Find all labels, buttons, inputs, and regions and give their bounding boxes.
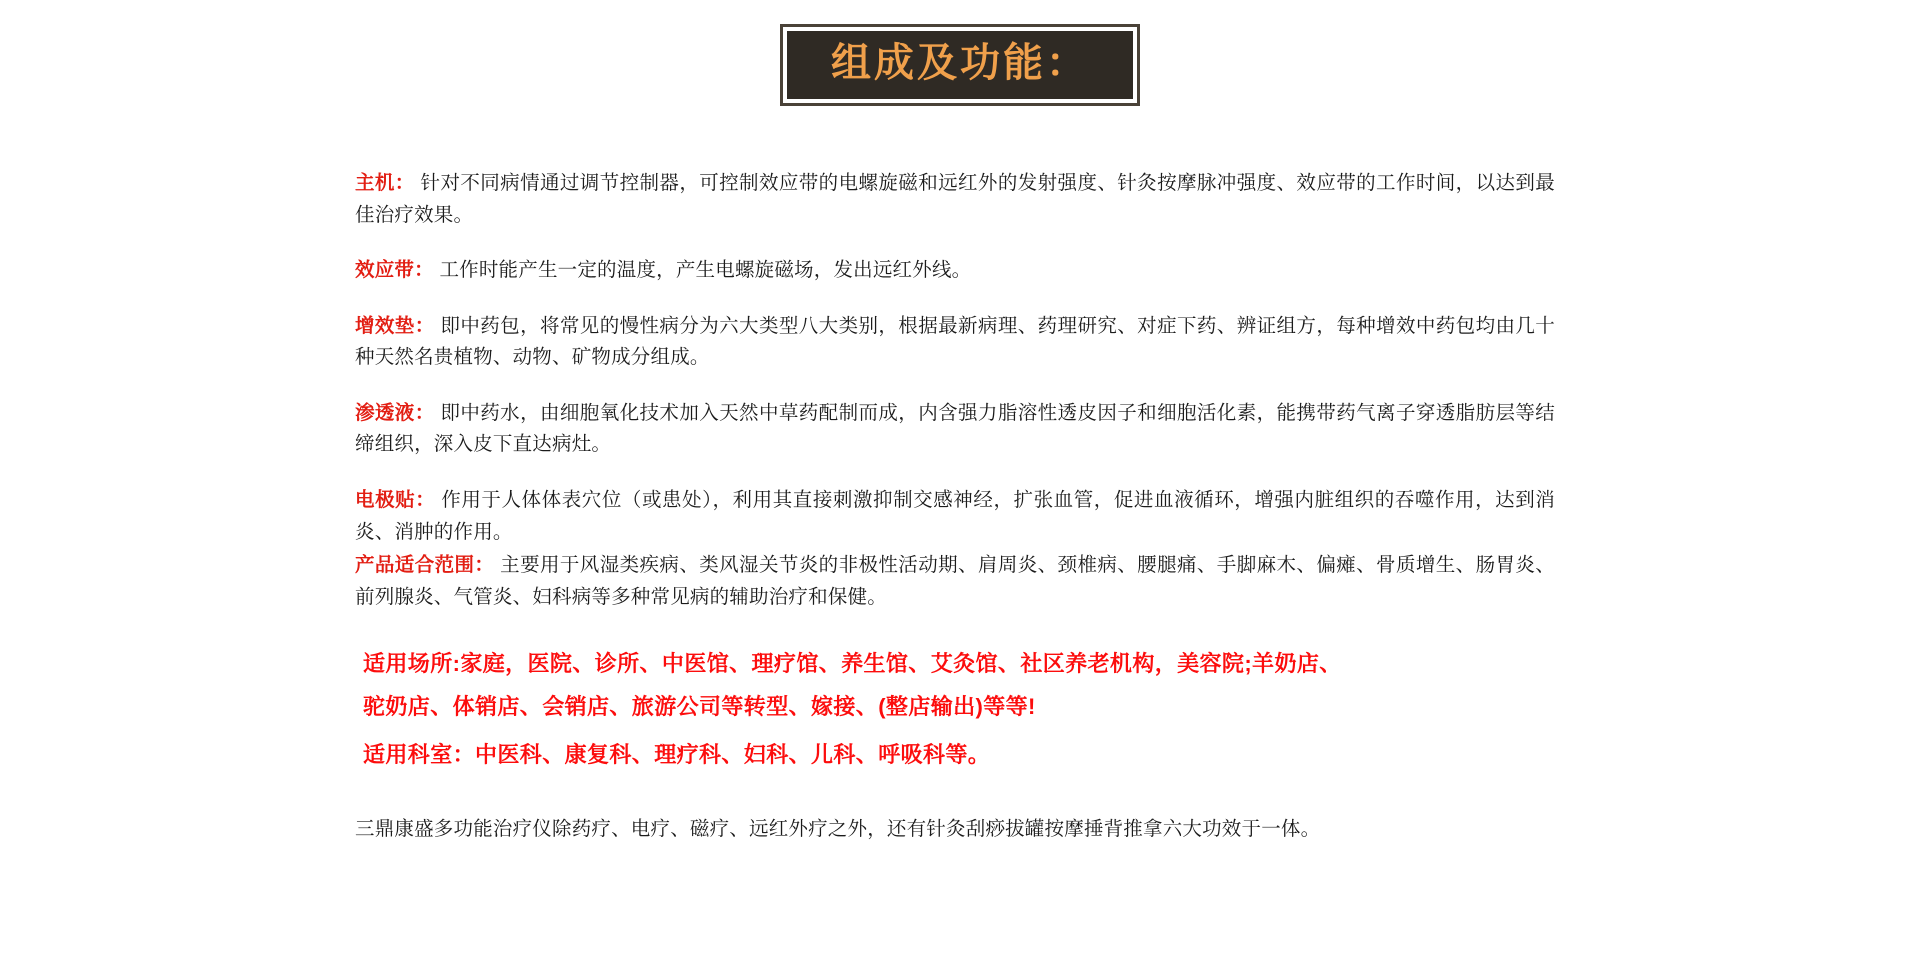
application-departments-line: 适用科室：中医科、康复科、理疗科、妇科、儿科、呼吸科等。 bbox=[363, 742, 991, 768]
section-penetrating-liquid bbox=[355, 398, 1555, 461]
footer-note: 三鼎康盛多功能治疗仪除药疗、电疗、磁疗、远红外疗之外，还有针灸刮痧拔罐按摩捶背推拿六大功效于一体。 bbox=[355, 818, 1321, 841]
section-host-text: 针对不同病情通过调节控制器，可控制效应带的电螺旋磁和远红外的发射强度、针灸按摩脉冲强度、效应带的工作时间，以达到最佳治疗效果。 bbox=[355, 172, 1555, 226]
section-product-scope-label: 产品适合范围： bbox=[355, 554, 495, 577]
section-booster-pad bbox=[355, 311, 1555, 374]
section-electrode-patch-text: 作用于人体体表穴位（或患处），利用其直接刺激抑制交感神经，扩张血管，促进血液循环，增强内脏组织的吞噬作用，达到消炎、消肿的作用。 bbox=[355, 489, 1555, 543]
application-places-block bbox=[355, 643, 1555, 776]
title-banner-fill bbox=[787, 31, 1133, 99]
section-booster-pad-label: 增效垫： bbox=[355, 314, 435, 337]
section-electrode-patch bbox=[355, 485, 1555, 548]
section-product-scope-text: 主要用于风湿类疾病、类风湿关节炎的非极性活动期、肩周炎、颈椎病、腰腿痛、手脚麻木、偏瘫、骨质增生、肠胃炎、前列腺炎、气管炎、妇科病等多种常见病的辅助治疗和保健。 bbox=[355, 554, 1555, 608]
title-banner-frame bbox=[780, 24, 1140, 106]
page-title: 组成及功能： bbox=[831, 40, 1089, 86]
section-effect-belt-label: 效应带： bbox=[355, 259, 434, 282]
section-host-label: 主机： bbox=[355, 172, 415, 194]
section-effect-belt bbox=[355, 255, 1555, 287]
section-penetrating-liquid-text: 即中药水，由细胞氧化技术加入天然中草药配制而成，内含强力脂溶性透皮因子和细胞活化素，能携带药气离子穿透脂肪层等结缔组织，深入皮下直达病灶。 bbox=[355, 401, 1555, 456]
section-electrode-patch-label: 电极贴： bbox=[355, 489, 436, 512]
section-booster-pad-text: 即中药包，将常见的慢性病分为六大类型八大类别，根据最新病理、药理研究、对症下药、辨证组方，每种增效中药包均由几十种天然名贵植物、动物、矿物成分组成。 bbox=[355, 314, 1555, 369]
section-effect-belt-text: 工作时能产生一定的温度，产生电螺旋磁场，发出远红外线。 bbox=[439, 259, 972, 282]
section-penetrating-liquid-label: 渗透液： bbox=[355, 401, 435, 424]
application-places-line-2: 驼奶店、体销店、会销店、旅游公司等转型、嫁接、(整店输出)等等! bbox=[363, 693, 1036, 719]
content-body bbox=[355, 168, 1555, 845]
title-banner bbox=[0, 24, 1920, 106]
section-product-scope bbox=[355, 550, 1555, 613]
application-places-line-1: 适用场所:家庭，医院、诊所、中医馆、理疗馆、养生馆、艾灸馆、社区养老机构，美容院;羊奶店、 bbox=[363, 651, 1342, 677]
section-host bbox=[355, 168, 1555, 231]
